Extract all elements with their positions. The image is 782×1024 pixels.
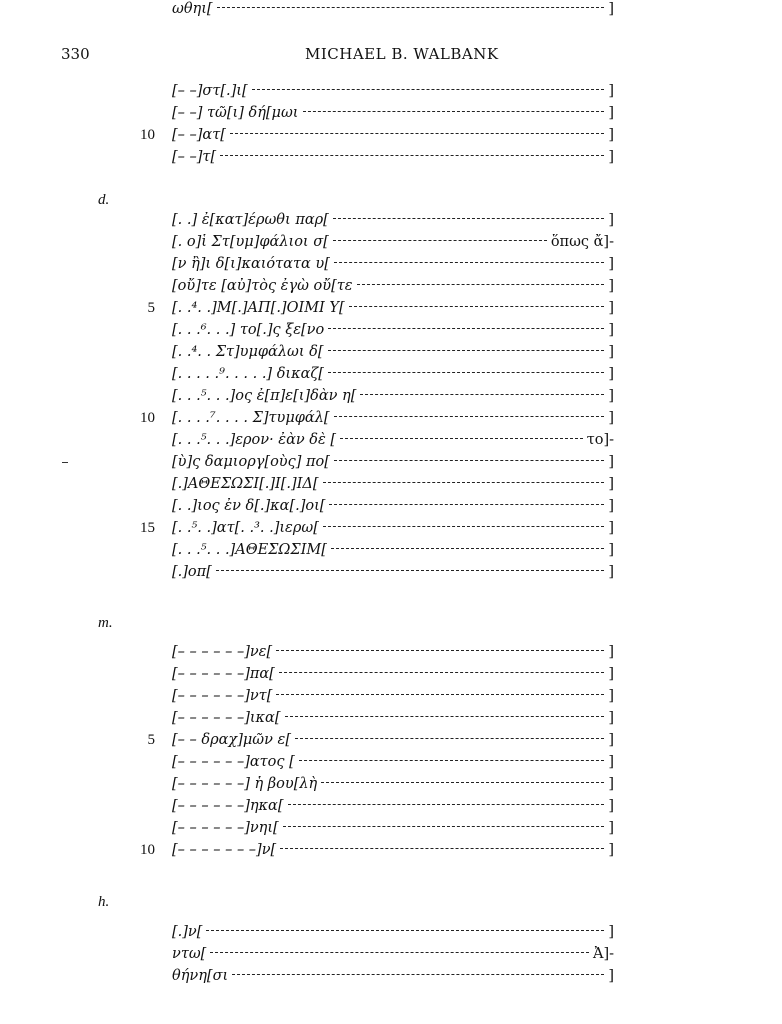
line-text — [172, 564, 614, 580]
lacuna-dashes — [334, 262, 604, 263]
line-number: 5 — [147, 732, 155, 748]
line-text-end: ] — [608, 278, 614, 294]
inscription-line — [0, 497, 782, 519]
line-text-end: ] — [608, 105, 614, 121]
line-text — [172, 476, 614, 492]
line-text-end: ] — [608, 564, 614, 580]
line-text-start: [ν ἢ]ι δ[ι]καιότατα υ[ — [172, 256, 330, 272]
line-text — [186, 864, 600, 865]
line-text-start: [– – – – – – –]ν[ — [172, 842, 277, 858]
lacuna-dashes — [334, 416, 605, 417]
line-text-start: [– – – – – –]ντ[ — [172, 688, 273, 704]
fragment-label: h. — [98, 894, 110, 910]
line-text — [172, 300, 614, 316]
lacuna-dashes — [321, 782, 604, 783]
line-text-end: ] — [608, 83, 614, 99]
line-text-start: [– – – – – –] ἡ βου[λὴ — [172, 776, 318, 792]
line-text — [172, 754, 614, 770]
lacuna-dashes — [220, 155, 604, 156]
inscription-line — [0, 775, 782, 797]
line-text-start: [– –]στ[.]ι[ — [172, 83, 248, 99]
line-text-start: [. .⁵. .]ατ[. .³. .]ιερω[ — [172, 520, 319, 536]
inscription-line — [0, 841, 782, 863]
lacuna-dashes — [340, 438, 583, 439]
line-text-start: [ὺ]ς δαμιοργ[οὺς] πο[ — [172, 454, 330, 470]
line-text-end: ] — [608, 968, 614, 984]
line-text-start: [– – δραχ]μῶν ε[ — [172, 732, 291, 748]
line-text-end: ] — [608, 256, 614, 272]
line-text — [186, 171, 600, 172]
line-text-start: [– – – – – –]πα[ — [172, 666, 275, 682]
line-text-end: ] — [608, 388, 614, 404]
line-text — [172, 644, 614, 660]
line-text-end: ] — [608, 1, 614, 17]
line-text-start: [. .⁴. . Στ]υμφάλωι δ[ — [172, 344, 324, 360]
line-text-end: ] — [608, 542, 614, 558]
line-text-end: ] — [608, 300, 614, 316]
lacuna-dashes — [334, 460, 604, 461]
line-text-start: [– –]τ[ — [172, 149, 217, 165]
lacuna-line — [0, 893, 782, 915]
line-text — [172, 498, 614, 514]
line-text — [172, 542, 614, 558]
inscription-line — [0, 945, 782, 967]
line-text-end: ] — [608, 520, 614, 536]
inscription-line — [0, 0, 782, 22]
line-text — [172, 520, 614, 536]
line-text — [172, 776, 614, 792]
inscription-line — [0, 923, 782, 945]
line-text-start: [.]ν[ — [172, 924, 203, 940]
running-header-author: MICHAEL B. WALBANK — [305, 45, 499, 63]
inscription-line — [0, 431, 782, 453]
line-text-start: [.]ΑΘΕΣΩΣΙ[.]Ι[.]ΙΔ[ — [172, 476, 319, 492]
lacuna-line — [0, 191, 782, 213]
line-text-end: ] — [608, 754, 614, 770]
line-text-start: [.]οπ[ — [172, 564, 212, 580]
line-text-start: θήνη[σι — [172, 968, 229, 984]
line-text — [172, 278, 614, 294]
line-text — [172, 798, 614, 814]
line-text-start: [. . .⁵. . .]ερον· ἐὰν δὲ [ — [172, 432, 337, 448]
inscription-line — [0, 475, 782, 497]
line-text — [172, 666, 614, 682]
line-text — [172, 946, 614, 962]
lacuna-dashes — [217, 7, 605, 8]
inscription-line — [0, 343, 782, 365]
inscription-line — [0, 409, 782, 431]
line-text — [172, 924, 614, 940]
lacuna-line — [0, 614, 782, 636]
inscription-line — [0, 563, 782, 585]
lacuna-line — [0, 863, 782, 885]
line-text — [172, 234, 614, 250]
line-text-start: [– – – – – –]ηκα[ — [172, 798, 284, 814]
line-number: 10 — [140, 410, 155, 426]
line-text-start: [. . .⁵. . .]ος ἐ[π]ε[ι]δὰν η[ — [172, 388, 357, 404]
line-text-start: [. ο]ἱ Στ[υμ]φάλιοι σ[ — [172, 234, 329, 250]
lacuna-dashes — [210, 952, 589, 953]
line-text-end: ] — [608, 842, 614, 858]
line-text — [172, 366, 614, 382]
inscription-line — [0, 126, 782, 148]
lacuna-dashes — [323, 482, 605, 483]
line-text-start: [– – – – – –]ατος [ — [172, 754, 295, 770]
lacuna-dashes — [285, 716, 605, 717]
line-text-end: ] — [608, 366, 614, 382]
line-number: 10 — [140, 842, 155, 858]
line-text-start: [οὔ]τε [αὐ]τὸς ἐγὼ οὔ[τε — [172, 278, 353, 294]
line-text — [172, 322, 614, 338]
line-text — [172, 710, 614, 726]
line-text-end: ] — [608, 710, 614, 726]
lacuna-dashes — [357, 284, 605, 285]
line-text-end: ] — [608, 666, 614, 682]
line-text-end: ] — [608, 149, 614, 165]
line-number: 5 — [147, 300, 155, 316]
lacuna-dashes — [280, 848, 604, 849]
lacuna-dashes — [232, 974, 604, 975]
lacuna-dashes — [328, 350, 605, 351]
inscription-line — [0, 365, 782, 387]
inscription-line — [0, 211, 782, 233]
line-text-end: ] — [608, 776, 614, 792]
line-text-end: ] — [608, 127, 614, 143]
line-text-start: [. .⁴. .]Μ[.]ΑΠ[.]ΟΙΜΙ Υ[ — [172, 300, 345, 316]
lacuna-line — [0, 170, 782, 192]
inscription-line — [0, 819, 782, 841]
line-text-end: Ἀ]- — [592, 946, 614, 962]
line-text — [172, 842, 614, 858]
lacuna-dashes — [252, 89, 605, 90]
line-text-end: ] — [608, 820, 614, 836]
line-text-start: [– – – – – –]ικα[ — [172, 710, 281, 726]
lacuna-dashes — [349, 306, 605, 307]
line-text-end: ] — [608, 454, 614, 470]
line-text-start: [– – – – – –]νηι[ — [172, 820, 279, 836]
lacuna-dashes — [323, 526, 604, 527]
lacuna-dashes — [276, 650, 604, 651]
lacuna-dashes — [329, 504, 604, 505]
inscription-line — [0, 148, 782, 170]
fragment-label: d. — [98, 192, 110, 208]
lacuna-dashes — [331, 548, 604, 549]
inscription-line — [0, 255, 782, 277]
lacuna-dashes — [230, 133, 604, 134]
line-text — [172, 83, 614, 99]
inscription-line — [0, 687, 782, 709]
line-text — [172, 1, 614, 17]
lacuna-dashes — [299, 760, 605, 761]
inscription-line — [0, 709, 782, 731]
line-text — [172, 105, 614, 121]
line-text — [172, 432, 614, 448]
lacuna-dashes — [333, 240, 547, 241]
lacuna-dashes — [328, 328, 604, 329]
line-text-start: ντω[ — [172, 946, 207, 962]
inscription-line — [0, 299, 782, 321]
lacuna-dashes — [295, 738, 604, 739]
line-text — [172, 388, 614, 404]
line-text-start: [. . .⁵. . .]ΑΘΕΣΩΣΙΜ[ — [172, 542, 327, 558]
lacuna-dashes — [333, 218, 605, 219]
line-text-end: το]- — [586, 432, 614, 448]
inscription-line — [0, 731, 782, 753]
lacuna-dashes — [288, 804, 605, 805]
inscription-line — [0, 321, 782, 343]
line-text — [172, 344, 614, 360]
inscription-line — [0, 82, 782, 104]
lacuna-dashes — [216, 570, 604, 571]
line-text-start: [. .] ἐ[κατ]έρωθι παρ[ — [172, 212, 329, 228]
line-text — [186, 192, 600, 193]
line-number: 15 — [140, 520, 155, 536]
line-text — [172, 688, 614, 704]
line-text — [172, 410, 614, 426]
inscription-line — [0, 753, 782, 775]
fragment-label: m. — [98, 615, 113, 631]
line-text-start: [. .]ιος ἐν δ[.]κα[.]οι[ — [172, 498, 326, 514]
line-text-end: ] — [608, 476, 614, 492]
line-text — [172, 732, 614, 748]
inscription-line — [0, 643, 782, 665]
inscription-line — [0, 453, 782, 475]
inscription-line — [0, 233, 782, 255]
line-text-start: [. . . . .⁹. . . . .] δικαζ[ — [172, 366, 324, 382]
line-text-end: ] — [608, 798, 614, 814]
line-text-end: ] — [608, 498, 614, 514]
line-text-start: [. . . .⁷. . . . Σ]τυμφάλ[ — [172, 410, 330, 426]
lacuna-dashes — [206, 930, 604, 931]
line-text — [186, 615, 600, 616]
line-text — [172, 149, 614, 165]
line-text — [172, 454, 614, 470]
inscription-line — [0, 519, 782, 541]
line-text — [172, 256, 614, 272]
inscription-line — [0, 104, 782, 126]
line-text — [172, 968, 614, 984]
lacuna-dashes — [279, 672, 604, 673]
line-number: 10 — [140, 127, 155, 143]
line-text-start: [– –]ατ[ — [172, 127, 226, 143]
line-text-start: [– –] τῶ[ι] δή[μωι — [172, 105, 299, 121]
lacuna-line — [0, 585, 782, 607]
line-text-start: [– – – – – –]νε[ — [172, 644, 273, 660]
lacuna-dashes — [303, 111, 605, 112]
inscription-line — [0, 277, 782, 299]
line-text — [186, 586, 600, 587]
lacuna-dashes — [360, 394, 604, 395]
lacuna-dashes — [276, 694, 604, 695]
inscription-line — [0, 665, 782, 687]
inscription-line — [0, 967, 782, 989]
page-number: 330 — [61, 45, 90, 63]
line-text-end: ] — [608, 344, 614, 360]
line-text-start: [. . .⁶. . .] το[.]ς ξε[νο — [172, 322, 325, 338]
lacuna-dashes — [328, 372, 604, 373]
line-text — [172, 127, 614, 143]
line-text-end: ὅπως ἄ]- — [550, 234, 614, 250]
line-text — [186, 894, 600, 895]
inscription-line — [0, 541, 782, 563]
line-text-end: ] — [608, 732, 614, 748]
inscription-line — [0, 797, 782, 819]
line-text — [172, 212, 614, 228]
line-text-end: ] — [608, 644, 614, 660]
inscription-line — [0, 387, 782, 409]
lacuna-dashes — [283, 826, 605, 827]
line-text-end: ] — [608, 212, 614, 228]
line-text — [172, 820, 614, 836]
line-text-end: ] — [608, 410, 614, 426]
line-text-end: ] — [608, 924, 614, 940]
line-text-start: ωθηι[ — [172, 1, 213, 17]
line-text-end: ] — [608, 322, 614, 338]
line-text-end: ] — [608, 688, 614, 704]
